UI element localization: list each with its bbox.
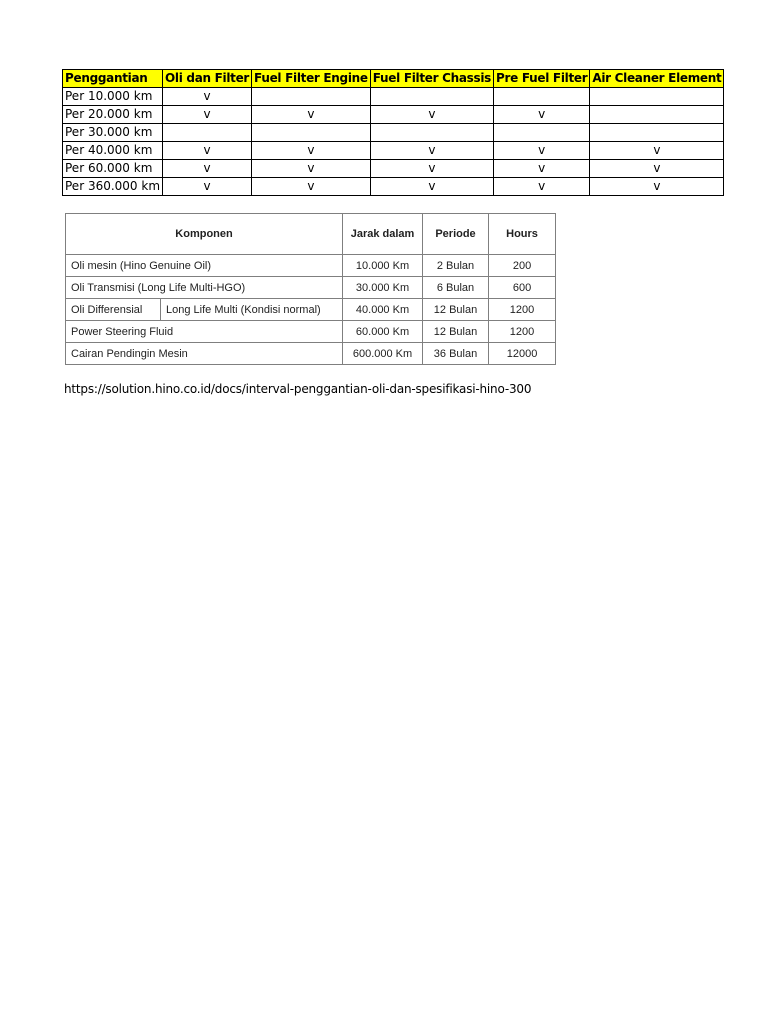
- component-hours: 200: [489, 255, 556, 277]
- table-row: [63, 142, 724, 160]
- header-fuel-filter-chassis: Fuel Filter Chassis: [370, 70, 493, 88]
- component-period: 12 Bulan: [423, 321, 489, 343]
- component-interval-panel: [65, 213, 555, 371]
- table-row: [63, 160, 724, 178]
- component-hours: 12000: [489, 343, 556, 365]
- header-penggantian: Penggantian: [63, 70, 163, 88]
- header-oli-dan-filter: Oli dan Filter: [163, 70, 252, 88]
- replacement-schedule-table: [62, 69, 724, 196]
- component-period: 12 Bulan: [423, 299, 489, 321]
- check-cell: v: [370, 160, 493, 178]
- header-fuel-filter-engine: Fuel Filter Engine: [252, 70, 371, 88]
- row-label: Per 10.000 km: [63, 88, 163, 106]
- component-interval-table: [65, 213, 556, 365]
- component-period: 36 Bulan: [423, 343, 489, 365]
- source-url-text: https://solution.hino.co.id/docs/interval-penggantian-oli-dan-spesifikasi-hino-300: [64, 382, 532, 396]
- check-cell: [252, 124, 371, 142]
- check-cell: [494, 88, 590, 106]
- header-pre-fuel-filter: Pre Fuel Filter: [494, 70, 590, 88]
- check-cell: v: [163, 142, 252, 160]
- header-hours: Hours: [489, 214, 556, 255]
- header-komponen: Komponen: [66, 214, 343, 255]
- check-cell: v: [252, 106, 371, 124]
- check-cell: v: [163, 178, 252, 196]
- component-name: Oli mesin (Hino Genuine Oil): [66, 255, 343, 277]
- table-row: [66, 277, 556, 299]
- component-name: Oli Transmisi (Long Life Multi-HGO): [66, 277, 343, 299]
- check-cell: [590, 88, 724, 106]
- component-distance: 30.000 Km: [343, 277, 423, 299]
- component-period: 6 Bulan: [423, 277, 489, 299]
- check-cell: v: [494, 106, 590, 124]
- component-distance: 40.000 Km: [343, 299, 423, 321]
- table-row: [66, 255, 556, 277]
- table-row: [63, 88, 724, 106]
- schedule-header-row: [63, 70, 724, 88]
- check-cell: v: [590, 142, 724, 160]
- component-distance: 600.000 Km: [343, 343, 423, 365]
- table-row: [63, 178, 724, 196]
- interval-header-row: [66, 214, 556, 255]
- table-row: [66, 321, 556, 343]
- header-air-cleaner-element: Air Cleaner Element: [590, 70, 724, 88]
- table-row: [63, 106, 724, 124]
- component-distance: 60.000 Km: [343, 321, 423, 343]
- check-cell: [252, 88, 371, 106]
- row-label: Per 60.000 km: [63, 160, 163, 178]
- check-cell: v: [252, 178, 371, 196]
- row-label: Per 40.000 km: [63, 142, 163, 160]
- check-cell: [370, 124, 493, 142]
- component-hours: 600: [489, 277, 556, 299]
- check-cell: v: [590, 160, 724, 178]
- check-cell: v: [163, 106, 252, 124]
- check-cell: v: [494, 142, 590, 160]
- check-cell: v: [370, 106, 493, 124]
- check-cell: [163, 124, 252, 142]
- row-label: Per 360.000 km: [63, 178, 163, 196]
- row-label: Per 30.000 km: [63, 124, 163, 142]
- component-subtype: Long Life Multi (Kondisi normal): [161, 299, 343, 321]
- component-name: Power Steering Fluid: [66, 321, 343, 343]
- check-cell: v: [494, 160, 590, 178]
- check-cell: [494, 124, 590, 142]
- check-cell: [590, 124, 724, 142]
- table-row: [66, 343, 556, 365]
- check-cell: [590, 106, 724, 124]
- check-cell: [370, 88, 493, 106]
- check-cell: v: [163, 88, 252, 106]
- check-cell: v: [252, 142, 371, 160]
- table-row: [66, 299, 556, 321]
- check-cell: v: [494, 178, 590, 196]
- header-jarak-dalam: Jarak dalam: [343, 214, 423, 255]
- check-cell: v: [163, 160, 252, 178]
- table-row: [63, 124, 724, 142]
- component-distance: 10.000 Km: [343, 255, 423, 277]
- check-cell: v: [370, 178, 493, 196]
- component-period: 2 Bulan: [423, 255, 489, 277]
- check-cell: v: [590, 178, 724, 196]
- row-label: Per 20.000 km: [63, 106, 163, 124]
- component-name: Cairan Pendingin Mesin: [66, 343, 343, 365]
- check-cell: v: [252, 160, 371, 178]
- header-periode: Periode: [423, 214, 489, 255]
- component-name: Oli Differensial: [66, 299, 161, 321]
- component-hours: 1200: [489, 299, 556, 321]
- check-cell: v: [370, 142, 493, 160]
- component-hours: 1200: [489, 321, 556, 343]
